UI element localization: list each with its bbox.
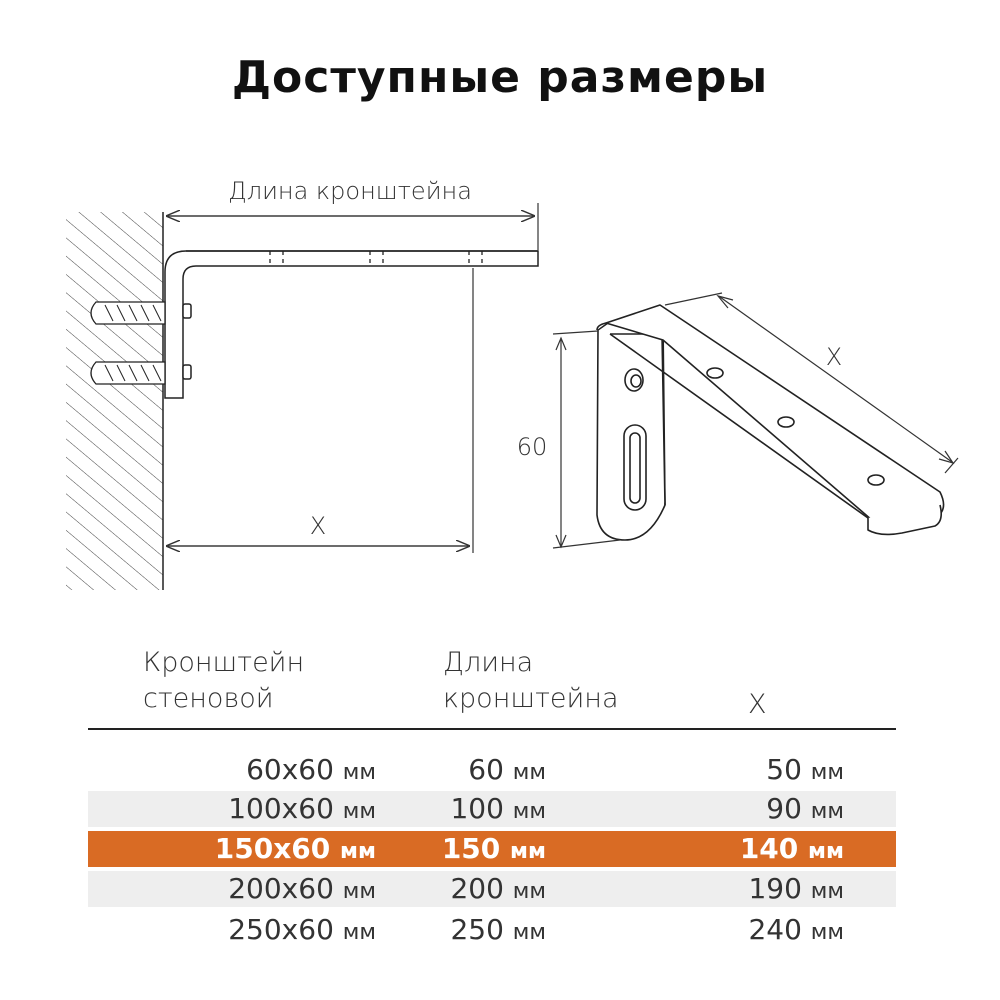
size-cell-value: 250x60 — [228, 913, 334, 946]
length-cell-unit: мм — [512, 920, 546, 945]
size-cell-value: 60x60 — [246, 753, 334, 786]
table-row — [88, 752, 896, 788]
bracket-side-view — [165, 251, 538, 398]
x-cell-unit: мм — [808, 839, 844, 864]
x-cell-unit: мм — [810, 879, 844, 904]
length-cell-unit: мм — [510, 839, 546, 864]
size-cell — [228, 791, 376, 827]
x-dimension-left — [167, 268, 473, 553]
x-dimension-right-label: X — [825, 343, 843, 371]
x-dimension-left-label: X — [309, 512, 327, 540]
x-cell — [748, 871, 844, 907]
x-cell — [748, 912, 844, 948]
wall-anchor-top — [91, 302, 165, 324]
length-cell-unit: мм — [512, 879, 546, 904]
table-row — [88, 871, 896, 907]
wall-anchor-bottom — [91, 362, 165, 384]
x-cell-value: 240 — [748, 913, 802, 946]
length-dimension-label: Длина кронштейна — [228, 177, 472, 205]
length-dimension — [167, 203, 538, 250]
header-bracket: Кронштейн стеновой — [143, 647, 305, 714]
height-dimension-label: 60 — [516, 433, 548, 461]
bracket-3d-view — [597, 305, 944, 540]
length-cell — [468, 752, 546, 788]
size-cell-value: 200x60 — [228, 872, 334, 905]
length-cell-value: 60 — [468, 753, 504, 786]
size-cell-unit: мм — [340, 839, 376, 864]
x-cell — [766, 752, 844, 788]
size-cell-unit: мм — [342, 879, 376, 904]
header-length: Длина кронштейна — [443, 647, 619, 714]
length-cell-unit: мм — [512, 760, 546, 785]
x-cell-value: 190 — [748, 872, 802, 905]
size-cell-unit: мм — [342, 799, 376, 824]
length-cell-value: 100 — [450, 792, 504, 825]
length-cell-value: 250 — [450, 913, 504, 946]
x-cell-unit: мм — [810, 760, 844, 785]
table-row — [88, 912, 896, 948]
size-cell-unit: мм — [342, 920, 376, 945]
length-cell — [450, 871, 546, 907]
page-title: Доступные размеры — [231, 52, 769, 103]
table-row — [88, 791, 896, 827]
x-cell-unit: мм — [810, 920, 844, 945]
size-cell-unit: мм — [342, 760, 376, 785]
size-cell — [228, 912, 376, 948]
size-cell — [228, 871, 376, 907]
length-cell-value: 200 — [450, 872, 504, 905]
x-cell — [740, 831, 844, 867]
length-cell — [450, 791, 546, 827]
x-cell — [766, 791, 844, 827]
size-cell-value: 150x60 — [214, 832, 331, 865]
x-cell-value: 140 — [739, 832, 799, 865]
header-x: X — [748, 689, 767, 720]
size-cell-value: 100x60 — [228, 792, 334, 825]
size-cell — [215, 831, 376, 867]
table-row — [88, 831, 896, 867]
wall-section — [66, 212, 163, 590]
table-header-rule — [88, 728, 896, 730]
length-cell-unit: мм — [512, 799, 546, 824]
length-cell — [442, 831, 546, 867]
size-cell — [246, 752, 376, 788]
x-cell-unit: мм — [810, 799, 844, 824]
x-cell-value: 90 — [766, 792, 802, 825]
x-cell-value: 50 — [766, 753, 802, 786]
length-cell-value: 150 — [441, 832, 501, 865]
length-cell — [450, 912, 546, 948]
